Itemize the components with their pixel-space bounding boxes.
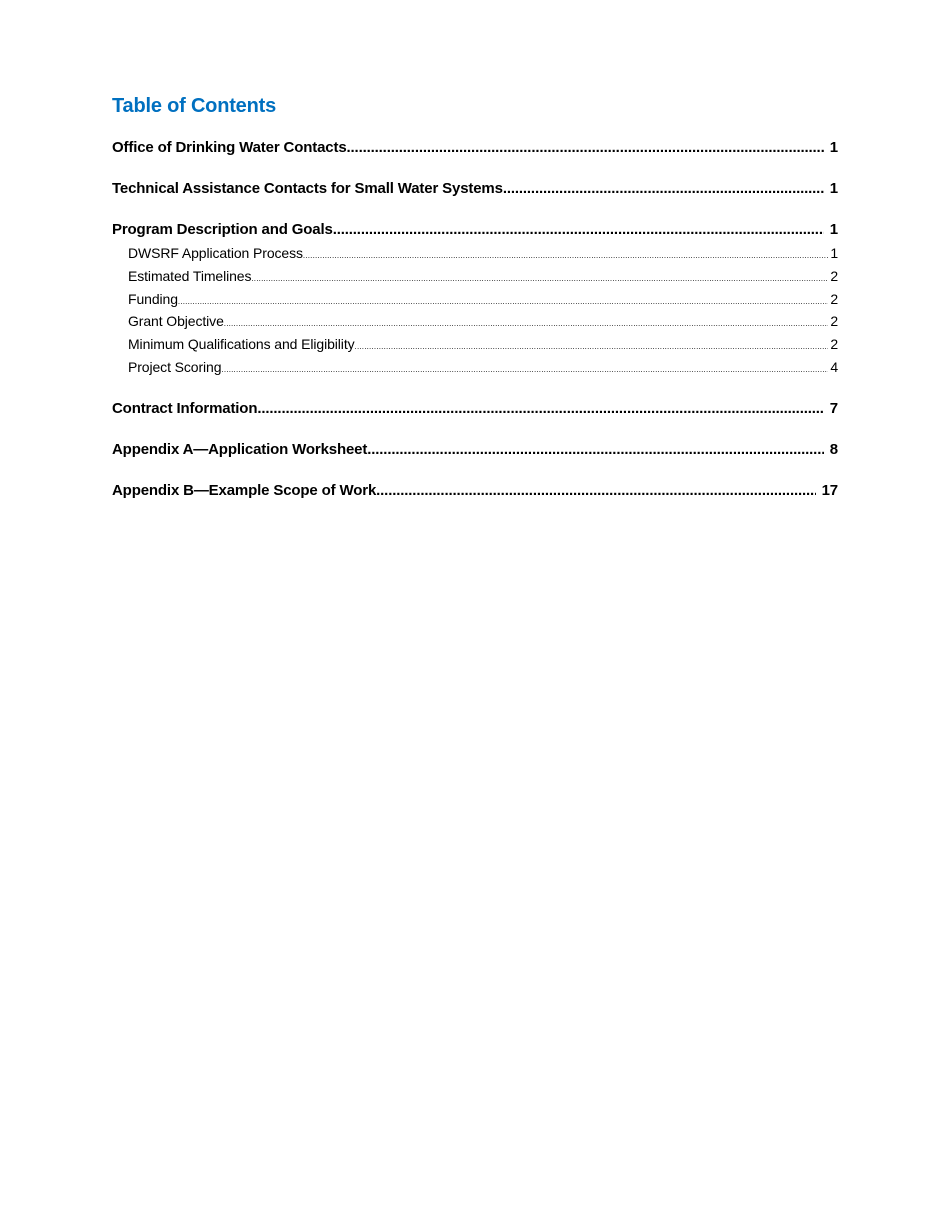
- toc-entry-appendix-a[interactable]: [112, 440, 838, 460]
- toc-subentry-project-scoring[interactable]: [112, 356, 838, 379]
- toc-list: [112, 138, 838, 501]
- toc-subentry-grant-objective[interactable]: [112, 310, 838, 333]
- toc-dot-leader: [503, 179, 824, 199]
- toc-dot-leader: [257, 399, 823, 419]
- toc-entry-office-of-drinking-water-contacts[interactable]: [112, 138, 838, 158]
- toc-subsection-group: [112, 242, 838, 379]
- document-page: [112, 92, 838, 501]
- toc-subentry-minimum-qualifications[interactable]: [112, 333, 838, 356]
- toc-entry-label: Funding: [128, 290, 178, 307]
- toc-dot-leader: [178, 291, 828, 314]
- toc-entry-label: DWSRF Application Process: [128, 245, 303, 261]
- toc-entry-label: Minimum Qualifications and Eligibility: [128, 336, 355, 353]
- toc-dot-leader: [303, 245, 828, 268]
- toc-entry-label: Office of Drinking Water Contacts: [112, 139, 347, 156]
- toc-entry-appendix-b[interactable]: [112, 481, 838, 501]
- toc-subentry-estimated-timelines[interactable]: [112, 265, 838, 288]
- toc-page-number: 17: [821, 481, 838, 499]
- toc-page-number: 2: [830, 313, 838, 330]
- toc-page-number: 4: [830, 358, 838, 375]
- toc-entry-label: Contract Information: [112, 399, 258, 417]
- toc-dot-leader: [221, 359, 828, 382]
- toc-entry-label: Estimated Timelines: [128, 267, 252, 284]
- toc-dot-leader: [376, 481, 815, 501]
- toc-dot-leader: [347, 138, 824, 158]
- toc-subentry-dwsrf-application-process[interactable]: [112, 242, 838, 265]
- toc-page-number: 1: [829, 221, 838, 238]
- toc-dot-leader: [355, 336, 829, 359]
- toc-page-number: 2: [830, 290, 838, 307]
- toc-page-number: 8: [829, 440, 838, 458]
- toc-entry-technical-assistance-contacts[interactable]: [112, 179, 838, 199]
- toc-page-number: 2: [830, 336, 838, 353]
- toc-entry-label: Grant Objective: [128, 313, 224, 330]
- toc-subentry-funding[interactable]: [112, 288, 838, 311]
- toc-entry-label: Program Description and Goals: [112, 221, 333, 238]
- toc-entry-label: Appendix A—Application Worksheet: [112, 440, 368, 458]
- toc-entry-label: Technical Assistance Contacts for Small Water Systems: [112, 180, 503, 197]
- toc-dot-leader: [251, 268, 828, 291]
- toc-dot-leader: [367, 440, 824, 460]
- toc-page-number: 1: [829, 180, 838, 197]
- toc-heading: Table of Contents: [112, 95, 277, 117]
- toc-entry-program-description-and-goals[interactable]: [112, 220, 838, 240]
- toc-entry-label: Appendix B—Example Scope of Work: [112, 481, 377, 499]
- toc-page-number: 2: [830, 267, 838, 284]
- toc-dot-leader: [333, 220, 824, 240]
- toc-page-number: 7: [829, 399, 838, 417]
- toc-entry-contract-information[interactable]: [112, 399, 838, 419]
- toc-page-number: 1: [829, 139, 838, 156]
- toc-page-number: 1: [830, 245, 838, 261]
- toc-entry-label: Project Scoring: [128, 358, 222, 375]
